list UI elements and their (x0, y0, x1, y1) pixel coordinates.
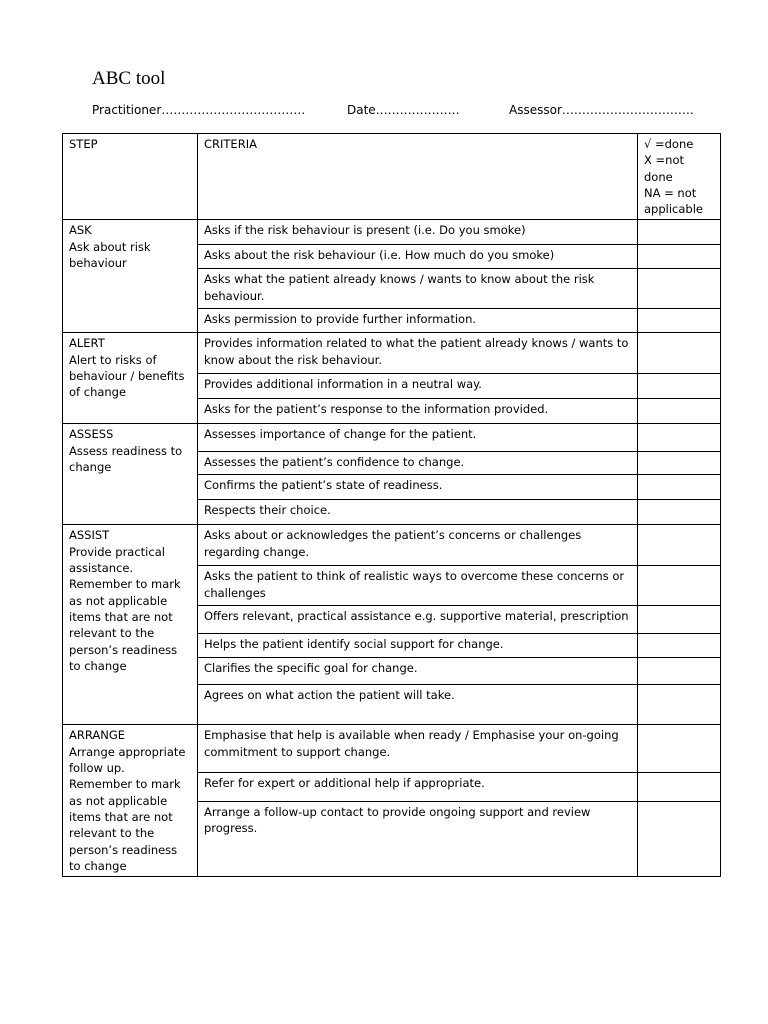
criteria-row (63, 725, 721, 772)
status-cell[interactable] (638, 500, 721, 525)
criteria-text: Helps the patient identify social support for change. (198, 634, 638, 658)
status-cell[interactable] (638, 658, 721, 685)
step-description: Arrange appropriate follow up. Remember to mark as not applicable items that are not relevant to the person’s readiness to change (69, 744, 186, 873)
status-cell[interactable] (638, 220, 721, 245)
step-title: ASSIST (69, 528, 110, 543)
step-title: ASK (69, 223, 92, 238)
status-cell[interactable] (638, 245, 721, 269)
criteria-text: Refer for expert or additional help if appropriate. (198, 772, 638, 801)
criteria-text: Asks what the patient already knows / wants to know about the risk behaviour. (198, 269, 638, 309)
criteria-text: Assesses importance of change for the patient. (198, 424, 638, 452)
date-field: Date………………… (347, 103, 460, 117)
criteria-text: Clarifies the specific goal for change. (198, 658, 638, 685)
criteria-text: Arrange a follow-up contact to provide ongoing support and review progress. (198, 801, 638, 876)
criteria-text: Respects their choice. (198, 500, 638, 525)
criteria-text: Offers relevant, practical assistance e.g. supportive material, prescription (198, 606, 638, 634)
status-cell[interactable] (638, 772, 721, 801)
status-cell[interactable] (638, 374, 721, 399)
criteria-text: Emphasise that help is available when ready / Emphasise your on-going commitment to support change. (198, 725, 638, 772)
step-description: Provide practical assistance. Remember to mark as not applicable items that are not relevant to the person’s readiness to change (69, 544, 181, 673)
status-cell[interactable] (638, 309, 721, 333)
step-description: Alert to risks of behaviour / benefits of change (69, 352, 185, 400)
step-title: ARRANGE (69, 728, 126, 743)
step-cell-alert (63, 333, 198, 424)
criteria-row (63, 333, 721, 374)
criteria-text: Asks permission to provide further information. (198, 309, 638, 333)
header-row (63, 134, 721, 220)
step-description: Assess readiness to change (69, 443, 183, 475)
step-title: ALERT (69, 336, 105, 351)
status-cell[interactable] (638, 634, 721, 658)
criteria-text: Asks about or acknowledges the patient’s concerns or challenges regarding change. (198, 525, 638, 566)
practitioner-field: Practitioner……………………………… (92, 103, 306, 117)
page-title: ABC tool (92, 68, 166, 89)
step-cell-assist (63, 525, 198, 725)
status-cell[interactable] (638, 566, 721, 606)
step-cell-ask (63, 220, 198, 333)
criteria-text: Asks the patient to think of realistic ways to overcome these concerns or challenges (198, 566, 638, 606)
step-cell-assess (63, 424, 198, 525)
header-step: STEP (63, 134, 198, 220)
status-cell[interactable] (638, 525, 721, 566)
abc-checklist-table (62, 133, 721, 877)
criteria-text: Asks about the risk behaviour (i.e. How much do you smoke) (198, 245, 638, 269)
criteria-text: Provides information related to what the patient already knows / wants to know about the risk behaviour. (198, 333, 638, 374)
criteria-row (63, 424, 721, 452)
status-cell[interactable] (638, 399, 721, 424)
criteria-text: Provides additional information in a neutral way. (198, 374, 638, 399)
status-cell[interactable] (638, 452, 721, 475)
header-status-legend: √ =done X =not done NA = not applicable (638, 134, 721, 220)
assessor-field: Assessor…………………………… (509, 103, 694, 117)
criteria-row (63, 220, 721, 245)
status-cell[interactable] (638, 801, 721, 876)
step-description: Ask about risk behaviour (69, 239, 151, 271)
status-cell[interactable] (638, 606, 721, 634)
status-cell[interactable] (638, 685, 721, 725)
status-cell[interactable] (638, 475, 721, 500)
status-cell[interactable] (638, 725, 721, 772)
status-cell[interactable] (638, 333, 721, 374)
step-title: ASSESS (69, 427, 114, 442)
step-cell-arrange (63, 725, 198, 877)
criteria-text: Assesses the patient’s confidence to change. (198, 452, 638, 475)
criteria-text: Confirms the patient’s state of readiness. (198, 475, 638, 500)
criteria-text: Asks if the risk behaviour is present (i.e. Do you smoke) (198, 220, 638, 245)
criteria-text: Agrees on what action the patient will take. (198, 685, 638, 725)
criteria-text: Asks for the patient’s response to the information provided. (198, 399, 638, 424)
status-cell[interactable] (638, 269, 721, 309)
status-cell[interactable] (638, 424, 721, 452)
criteria-row (63, 525, 721, 566)
header-criteria: CRITERIA (198, 134, 638, 220)
